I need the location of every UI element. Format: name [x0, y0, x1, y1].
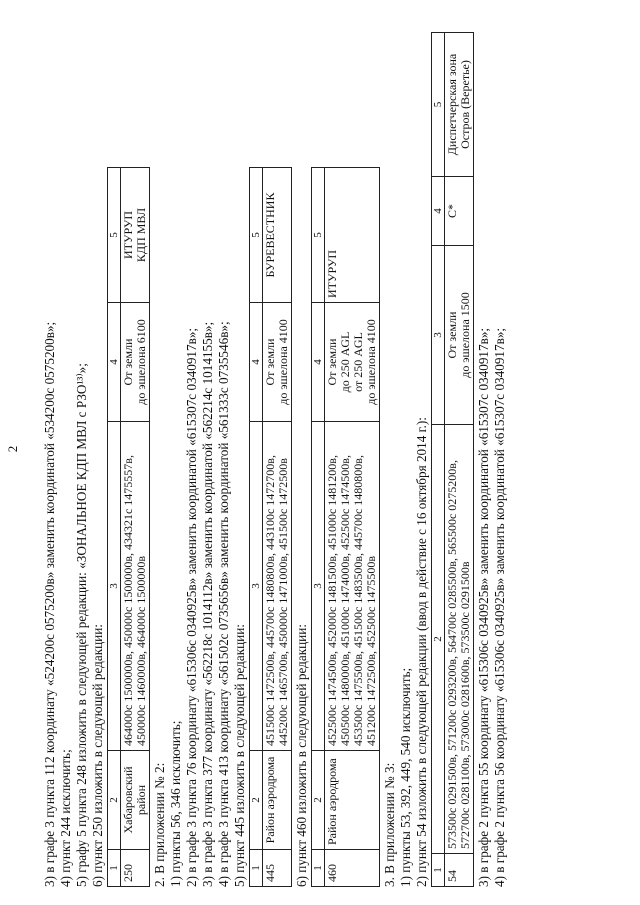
header-cell: 1 [108, 850, 121, 887]
text-line-b3: 3) в графе 3 пункта 377 координату «562218с 1014112в» заменить координатой «562214с 1014155в»; [200, 321, 215, 887]
table-row [121, 168, 150, 887]
header-cell: 2 [250, 751, 263, 850]
cell-airspace-class: С* [445, 177, 474, 246]
table-item-250 [107, 167, 150, 887]
page-number: 2 [5, 445, 20, 453]
header-cell: 5 [108, 168, 121, 303]
header-cell: 1 [312, 850, 325, 887]
text-line-a1: 4) пункт 244 исключить; [58, 749, 73, 887]
text-line-e1: 4) в графе 2 пункта 56 координату «615306с 0340925в» заменить координатой «615307с 0340917в»; [492, 327, 507, 887]
header-cell: 4 [250, 303, 263, 422]
table-item-54 [431, 32, 474, 887]
cell-altitude: От земли до эшелона 1500 [445, 246, 474, 425]
text-line-b2: 2) в графе 3 пункта 76 координату «615306с 0340925в» заменить координатой «615307с 0340917в»; [184, 327, 199, 887]
table-row [325, 168, 380, 887]
cell-item-number: 445 [263, 850, 292, 887]
cell-control-zone: Диспетчерская зона Остров (Веретье) [445, 33, 474, 177]
header-cell: 5 [432, 33, 445, 177]
header-cell: 3 [108, 422, 121, 751]
cell-coordinates: 451500с 1472500в, 445700с 1480800в, 443100с 1472700в, 445200с 1465700в, 450000с 1471000в, 451500с 1472500в [263, 422, 292, 751]
cell-item-number: 460 [325, 850, 380, 887]
table-item-460 [311, 167, 380, 887]
table-header-row [312, 168, 325, 887]
text-line-d1: 1) пункты 53, 392, 449, 540 исключить; [398, 667, 413, 887]
header-cell: 3 [250, 422, 263, 751]
table-header-row [250, 168, 263, 887]
cell-altitude: От земли до эшелона 6100 [121, 303, 150, 422]
text-line-a3: 6) пункт 250 изложить в следующей редакции: [90, 624, 105, 887]
cell-item-number: 250 [121, 850, 150, 887]
header-cell: 4 [108, 303, 121, 422]
header-cell: 2 [432, 425, 445, 854]
header-cell: 2 [108, 751, 121, 850]
header-cell: 1 [250, 850, 263, 887]
cell-altitude: От земли до 250 AGL от 250 AGL до эшелона 4100 [325, 303, 380, 422]
table-row [263, 168, 292, 887]
text-line-b4: 4) в графе 3 пункта 413 координату «561502с 0735656в» заменить координатой «561333с 0735546в»; [216, 321, 231, 887]
table-row [445, 33, 474, 887]
text-line-e0: 3) в графе 2 пункта 55 координату «615306с 0340925в» заменить координатой «615307с 0340917в»; [476, 327, 491, 887]
header-cell: 3 [312, 422, 325, 751]
cell-coordinates: 452500с 1474500в, 452000с 1481500в, 451000с 1481200в, 450500с 1480000в, 451000с 1474000в, 452500с 1474500в, 453500с 1475500в, 451500с 1483500в, 445700с 1480800в, 451200с 1472500в, 452500с 1475500в [325, 422, 380, 751]
cell-area: Район аэродрома [325, 751, 380, 850]
table-item-445 [249, 167, 292, 887]
text-line-b5: 5) пункт 445 изложить в следующей редакции: [232, 624, 247, 887]
cell-coordinates: 573500с 0291500в, 571200с 0293200в, 564700с 0285500в, 565500с 0275200в, 572700с 0281100в, 573000с 0281600в, 573500с 0291500в [445, 425, 474, 854]
text-line-d2: 2) пункт 54 изложить в следующей редакции (ввод в действие с 16 октября 2014 г.): [414, 417, 429, 887]
text-line-a0: 3) в графе 3 пункта 112 координату «524200с 0575200в» заменить координатой «534200с 0575200в»; [42, 321, 57, 887]
cell-control-unit: БУРЕВЕСТНИК [263, 168, 292, 303]
table-header-row [432, 33, 445, 887]
text-line-d0: 3. В приложении № 3: [382, 762, 397, 887]
table-header-row [108, 168, 121, 887]
header-cell: 5 [312, 168, 325, 303]
cell-control-unit: ИТУРУП [325, 168, 380, 303]
text-line-b0: 2. В приложении № 2: [152, 762, 167, 887]
cell-item-number: 54 [445, 854, 474, 887]
header-cell: 1 [432, 854, 445, 887]
text-line-a2: 5) графу 5 пункта 248 изложить в следующей редакции: «ЗОНАЛЬНОЕ КДП МВЛ с РЗО¹³⁾»; [74, 363, 89, 887]
header-cell: 4 [432, 177, 445, 246]
header-cell: 3 [432, 246, 445, 425]
cell-altitude: От земли до эшелона 4100 [263, 303, 292, 422]
text-line-c0: 6) пункт 460 изложить в следующей редакции: [294, 624, 309, 887]
cell-area: Хабаровский район [121, 751, 150, 850]
cell-coordinates: 464000с 1500000в, 450000с 1500000в, 434321с 1475557в, 450000с 1460000в, 464000с 1500000в [121, 422, 150, 751]
cell-control-unit: ИТУРУП КДП МВЛ [121, 168, 150, 303]
cell-area: Район аэродрома [263, 751, 292, 850]
header-cell: 5 [250, 168, 263, 303]
header-cell: 2 [312, 751, 325, 850]
document-body [42, 12, 508, 887]
text-line-b1: 1) пункты 56, 346 исключить; [168, 720, 183, 887]
header-cell: 4 [312, 303, 325, 422]
